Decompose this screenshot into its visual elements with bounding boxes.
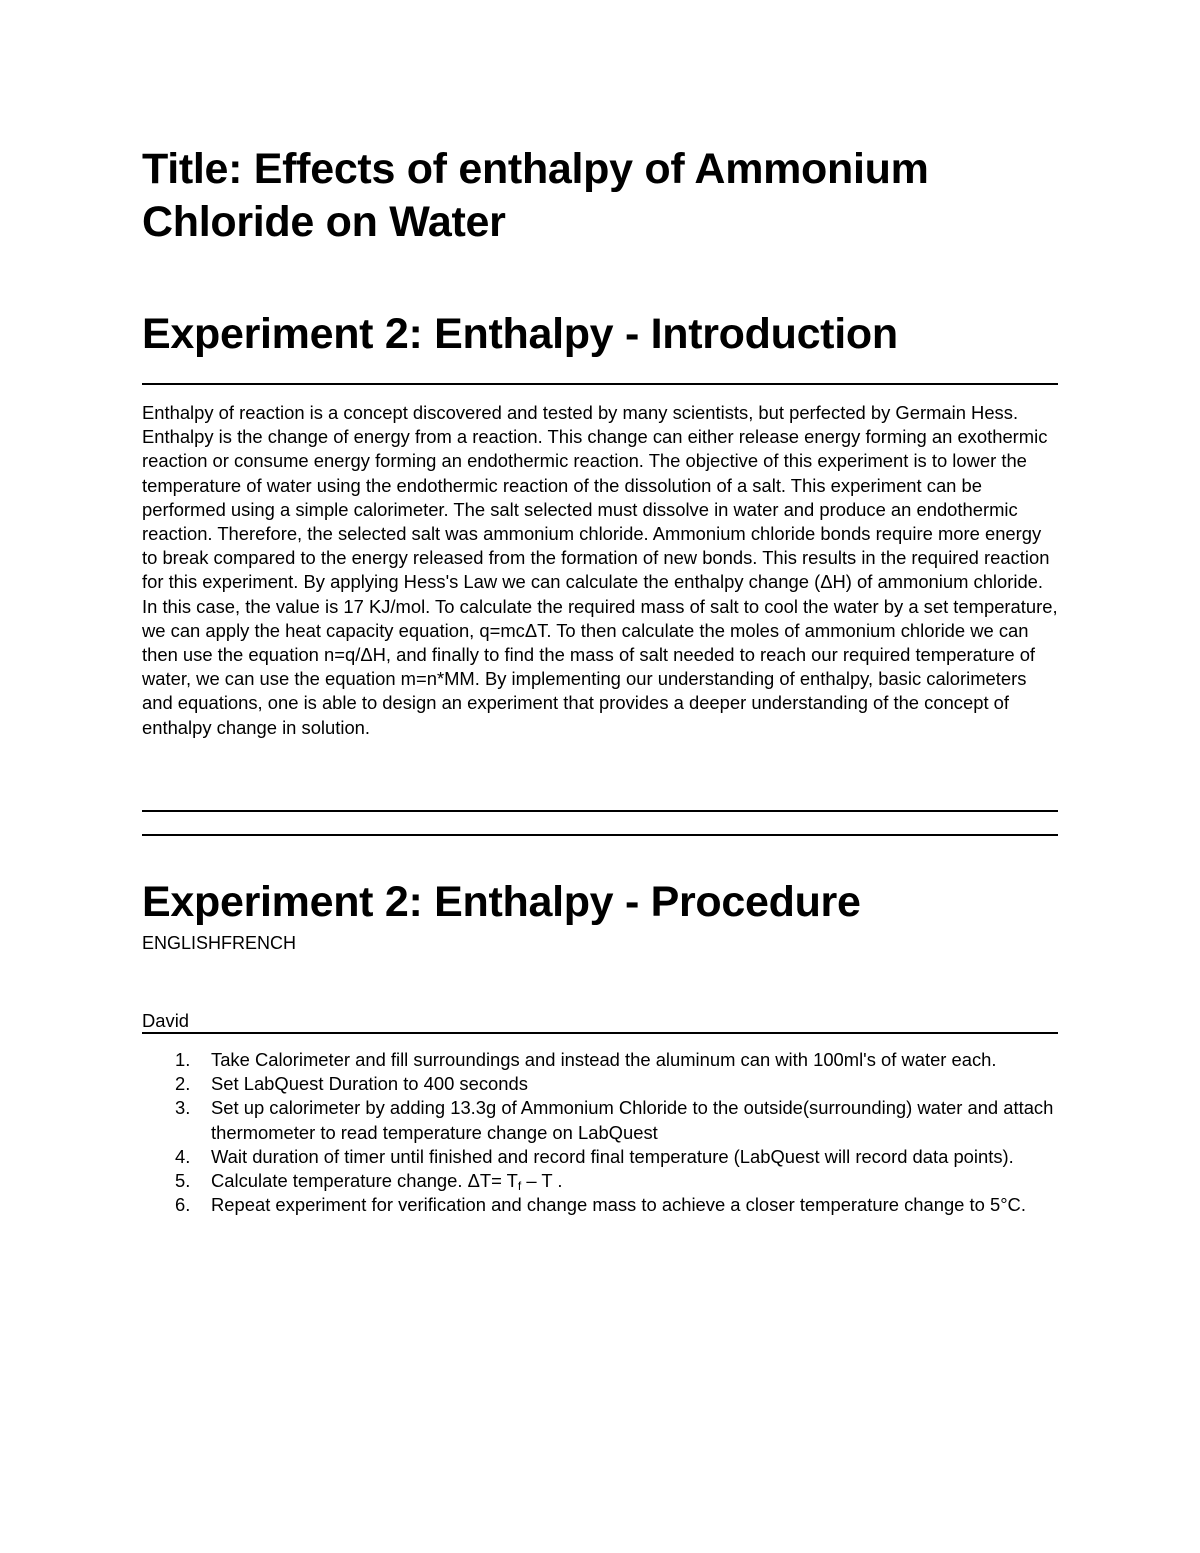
language-toggle[interactable]: ENGLISHFRENCH xyxy=(142,933,297,953)
step-text: Repeat experiment for verification and change mass to achieve a closer temperature change to 5°C. xyxy=(211,1194,1026,1216)
procedure-step xyxy=(142,1169,1058,1193)
procedure-step xyxy=(142,1072,1058,1096)
document-title: Title: Effects of enthalpy of Ammonium Chloride on Water xyxy=(142,145,929,246)
step-number: 3. xyxy=(175,1097,191,1119)
step-number: 5. xyxy=(175,1170,191,1192)
step-number: 1. xyxy=(175,1049,191,1070)
step-number: 2. xyxy=(175,1073,191,1095)
step-text: Set up calorimeter by adding 13.3g of Ammonium Chloride to the outside(surrounding) water and attach thermometer to read temperature change on LabQuest xyxy=(211,1097,1054,1143)
introduction-heading: Experiment 2: Enthalpy - Introduction xyxy=(142,310,898,358)
divider xyxy=(142,1032,1058,1034)
divider xyxy=(142,383,1058,385)
introduction-paragraph: Enthalpy of reaction is a concept discovered and tested by many scientists, but perfected by Germain Hess. Enthalpy is the change of energy from a reaction. This change can either release energy forming an exothermic reaction or consume energy forming an endothermic reaction. The objective of this experiment is to lower the temperature of water using the endothermic reaction of the dissolution of a salt. This experiment can be performed using a simple calorimeter. The salt selected must dissolve in water and produce an endothermic reaction. Therefore, the selected salt was ammonium chloride. Ammonium chloride bonds require more energy to break compared to the energy released from the formation of new bonds. This results in the required reaction for this experiment. By applying Hess's Law we can calculate the enthalpy change (ΔH) of ammonium chloride. In this case, the value is 17 KJ/mol. To calculate the required mass of salt to cool the water by a set temperature, we can apply the heat capacity equation, q=mcΔT. To then calculate the moles of ammonium chloride we can then use the equation n=q/ΔH, and finally to find the mass of salt needed to reach our required temperature of water, we can use the equation m=n*MM. By implementing our understanding of enthalpy, basic calorimeters and equations, one is able to design an experiment that provides a deeper understanding of the concept of enthalpy change in solution. xyxy=(142,402,1058,738)
step-number: 4. xyxy=(175,1145,191,1167)
procedure-heading: Experiment 2: Enthalpy - Procedure xyxy=(142,878,861,926)
procedure-step xyxy=(142,1193,1058,1217)
step-text: Take Calorimeter and fill surroundings and instead the aluminum can with 100ml's of water each. xyxy=(211,1049,997,1070)
procedure-steps-list xyxy=(142,1048,1058,1217)
procedure-step xyxy=(142,1096,1058,1144)
divider xyxy=(142,810,1058,812)
step-text: Wait duration of timer until finished and record final temperature (LabQuest will record data points). xyxy=(211,1145,1014,1167)
divider xyxy=(142,834,1058,836)
step-number: 6. xyxy=(175,1194,191,1216)
step-text xyxy=(211,1170,563,1194)
procedure-step xyxy=(142,1048,1058,1072)
final-subscript: f xyxy=(517,1179,522,1194)
step-text: Set LabQuest Duration to 400 seconds xyxy=(211,1073,528,1095)
step-text-before: Calculate temperature change. ΔT= T xyxy=(211,1170,518,1192)
author-name: David xyxy=(142,1010,190,1031)
procedure-step xyxy=(142,1145,1058,1169)
step-text-after: – T . xyxy=(521,1170,563,1192)
